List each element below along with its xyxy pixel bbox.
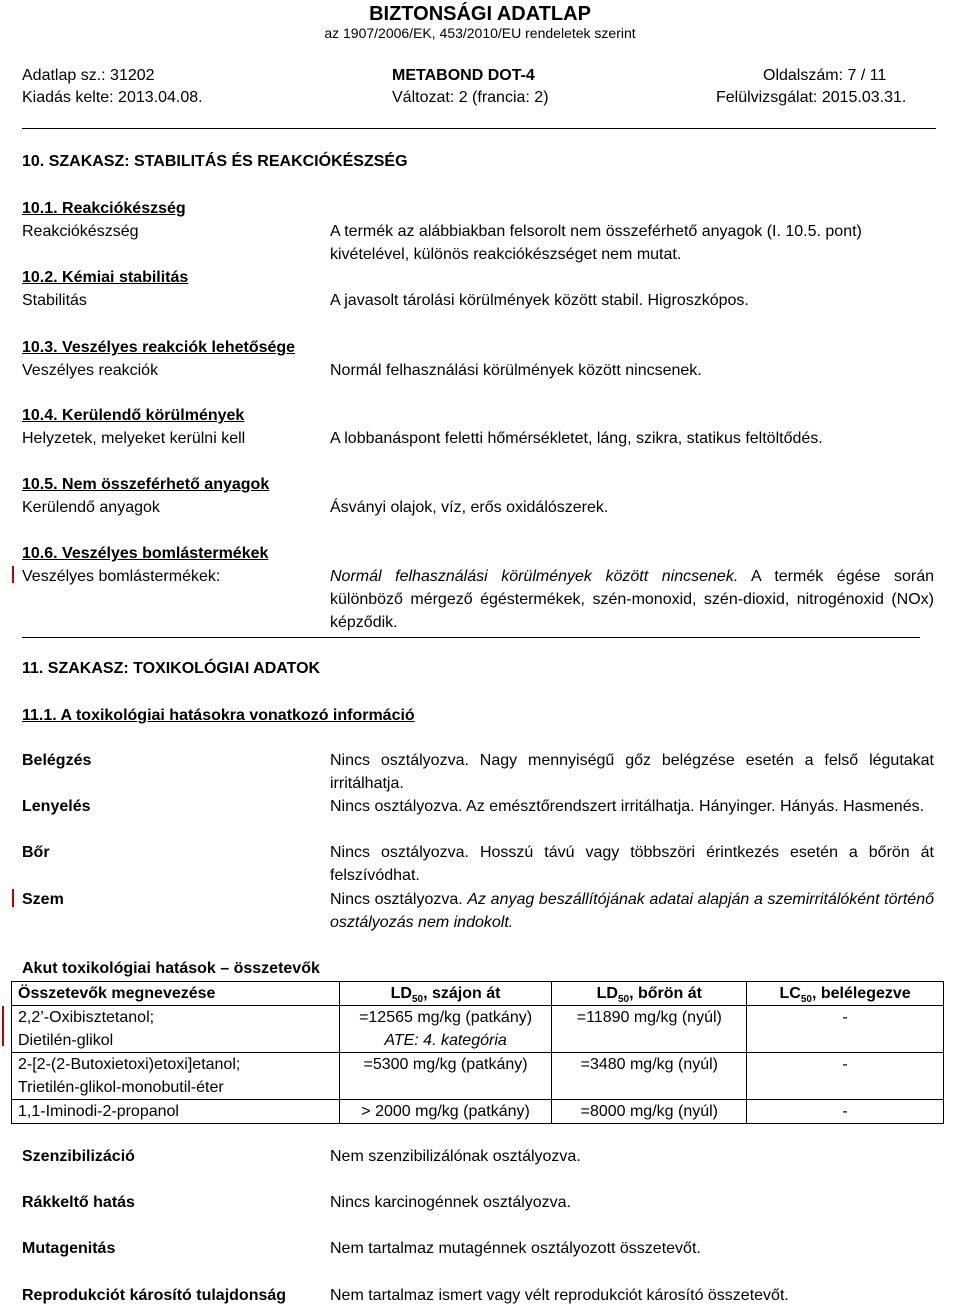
acute-tox-table: [11, 981, 944, 1124]
prop-text-sensitization: Nem szenzibilizálónak osztályozva.: [330, 1148, 581, 1165]
document-title: BIZTONSÁGI ADATLAP: [369, 3, 591, 25]
page-number: Oldalszám: 7 / 11: [763, 67, 887, 84]
prop-text-reproductive: Nem tartalmaz ismert vagy vélt reprodukciót károsító összetevőt.: [330, 1287, 789, 1304]
table-cell-inhalation: -: [747, 1006, 944, 1053]
heading-11-1: 11.1. A toxikológiai hatásokra vonatkozó információ: [22, 707, 415, 724]
table-cell-oral: =5300 mg/kg (patkány): [339, 1053, 552, 1100]
revision-marker: [12, 889, 14, 907]
text-10-5: Ásványi olajok, víz, erős oxidálószerek.: [330, 499, 609, 516]
table-cell-dermal: =8000 mg/kg (nyúl): [552, 1100, 747, 1124]
revision-marker: [2, 1006, 4, 1046]
prop-label-reproductive: Reprodukciót károsító tulajdonság: [22, 1287, 287, 1304]
table-cell-oral: =12565 mg/kg (patkány) ATE: 4. kategória: [339, 1006, 552, 1053]
heading-10-4: 10.4. Kerülendő körülmények: [22, 407, 245, 424]
label-10-4: Helyzetek, melyeket kerülni kell: [22, 430, 246, 447]
table-row: [12, 1053, 944, 1100]
table-cell-dermal: =11890 mg/kg (nyúl): [552, 1006, 747, 1053]
prop-label-carcinogenicity: Rákkeltő hatás: [22, 1194, 135, 1211]
label-10-5: Kerülendő anyagok: [22, 499, 160, 516]
heading-10-2: 10.2. Kémiai stabilitás: [22, 269, 189, 286]
sheet-number: Adatlap sz.: 31202: [22, 67, 155, 84]
version: Változat: 2 (francia: 2): [392, 89, 549, 106]
table-cell-name: 2,2’-Oxibisztetanol; Dietilén-glikol: [12, 1006, 340, 1053]
prop-label-sensitization: Szenzibilizáció: [22, 1148, 135, 1165]
header-divider: [22, 128, 936, 129]
route-label-ingestion: Lenyelés: [22, 798, 91, 815]
route-label-inhalation: Belégzés: [22, 752, 92, 769]
table-cell-name: 2-[2-(2-Butoxietoxi)etoxi]etanol; Trietilén-glikol-monobutil-éter: [12, 1053, 340, 1100]
label-10-3: Veszélyes reakciók: [22, 362, 159, 379]
section-divider: [22, 637, 920, 638]
table-cell-name: 1,1-Iminodi-2-propanol: [12, 1100, 340, 1124]
table-cell-dermal: =3480 mg/kg (nyúl): [552, 1053, 747, 1100]
label-10-6: Veszélyes bomlástermékek:: [22, 568, 221, 585]
col-header-dermal: $LD_{50}$, bőrön át: [552, 982, 747, 1006]
prop-label-mutagenicity: Mutagenitás: [22, 1240, 116, 1257]
label-10-1: Reakciókészség: [22, 223, 139, 240]
label-10-2: Stabilitás: [22, 292, 87, 309]
section-10-title: 10. SZAKASZ: STABILITÁS ÉS REAKCIÓKÉSZSÉG: [22, 153, 408, 170]
route-text-inhalation: Nincs osztályozva. Nagy mennyiségű gőz belégzése esetén a felső légutakat irritálhatja.: [330, 752, 934, 792]
route-text-ingestion: Nincs osztályozva. Az emésztőrendszert irritálhatja. Hányinger. Hányás. Hasmenés.: [330, 798, 925, 815]
section-11-title: 11. SZAKASZ: TOXIKOLÓGIAI ADATOK: [22, 660, 321, 677]
table-header-row: [12, 982, 944, 1006]
table-cell-inhalation: -: [747, 1100, 944, 1124]
heading-10-1: 10.1. Reakciókészség: [22, 200, 186, 217]
text-10-4: A lobbanáspont feletti hőmérsékletet, láng, szikra, statikus feltöltődés.: [330, 430, 823, 447]
heading-10-6: 10.6. Veszélyes bomlástermékek: [22, 545, 269, 562]
acute-tox-title: Akut toxikológiai hatások – összetevők: [22, 960, 320, 977]
revision-marker: [12, 566, 14, 583]
heading-10-5: 10.5. Nem összeférhető anyagok: [22, 476, 270, 493]
route-text-skin: Nincs osztályozva. Hosszú távú vagy többszöri érintkezés esetén a bőrön át felszívódhat.: [330, 844, 934, 884]
route-text-eye-plain: Nincs osztályozva.: [330, 891, 468, 908]
route-text-eye: [330, 888, 934, 934]
text-10-6-italic: Normál felhasználási körülmények között nincsenek.: [330, 568, 739, 585]
text-10-1: A termék az alábbiakban felsorolt nem összeférhető anyagok (I. 10.5. pont) kivételével, különös reakciókészséget nem mutat.: [330, 223, 862, 263]
prop-text-carcinogenicity: Nincs karcinogénnek osztályozva.: [330, 1194, 572, 1211]
col-header-oral: $LD_{50}$, szájon át: [339, 982, 552, 1006]
prop-text-mutagenicity: Nem tartalmaz mutagénnek osztályozott összetevőt.: [330, 1240, 701, 1257]
issue-date: Kiadás kelte: 2013.04.08.: [22, 89, 203, 106]
text-10-2: A javasolt tárolási körülmények között stabil. Higroszkópos.: [330, 292, 749, 309]
document-subtitle: az 1907/2006/EK, 453/2010/EU rendeletek szerint: [324, 25, 636, 41]
table-row: [12, 1006, 944, 1053]
col-header-name: Összetevők megnevezése: [12, 982, 340, 1006]
revision-date: Felülvizsgálat: 2015.03.31.: [716, 89, 907, 106]
heading-10-3: 10.3. Veszélyes reakciók lehetősége: [22, 339, 296, 356]
table-cell-inhalation: -: [747, 1053, 944, 1100]
table-cell-oral: > 2000 mg/kg (patkány): [339, 1100, 552, 1124]
route-label-skin: Bőr: [22, 844, 50, 861]
product-name: METABOND DOT-4: [392, 67, 535, 84]
text-10-6: [330, 565, 934, 634]
text-10-6-rest: A termék égése során különböző mérgező égéstermékek, szén-monoxid, szén-dioxid, nitrogénoxid (NOx) képződik.: [330, 568, 934, 631]
col-header-inhalation: $LC_{50}$, belélegezve: [747, 982, 944, 1006]
route-label-eye: Szem: [22, 891, 64, 908]
text-10-3: Normál felhasználási körülmények között nincsenek.: [330, 362, 702, 379]
route-text-eye-italic: Az anyag beszállítójának adatai alapján a szemirritálóként történő osztályozás nem indokolt.: [330, 891, 934, 931]
table-row: [12, 1100, 944, 1124]
